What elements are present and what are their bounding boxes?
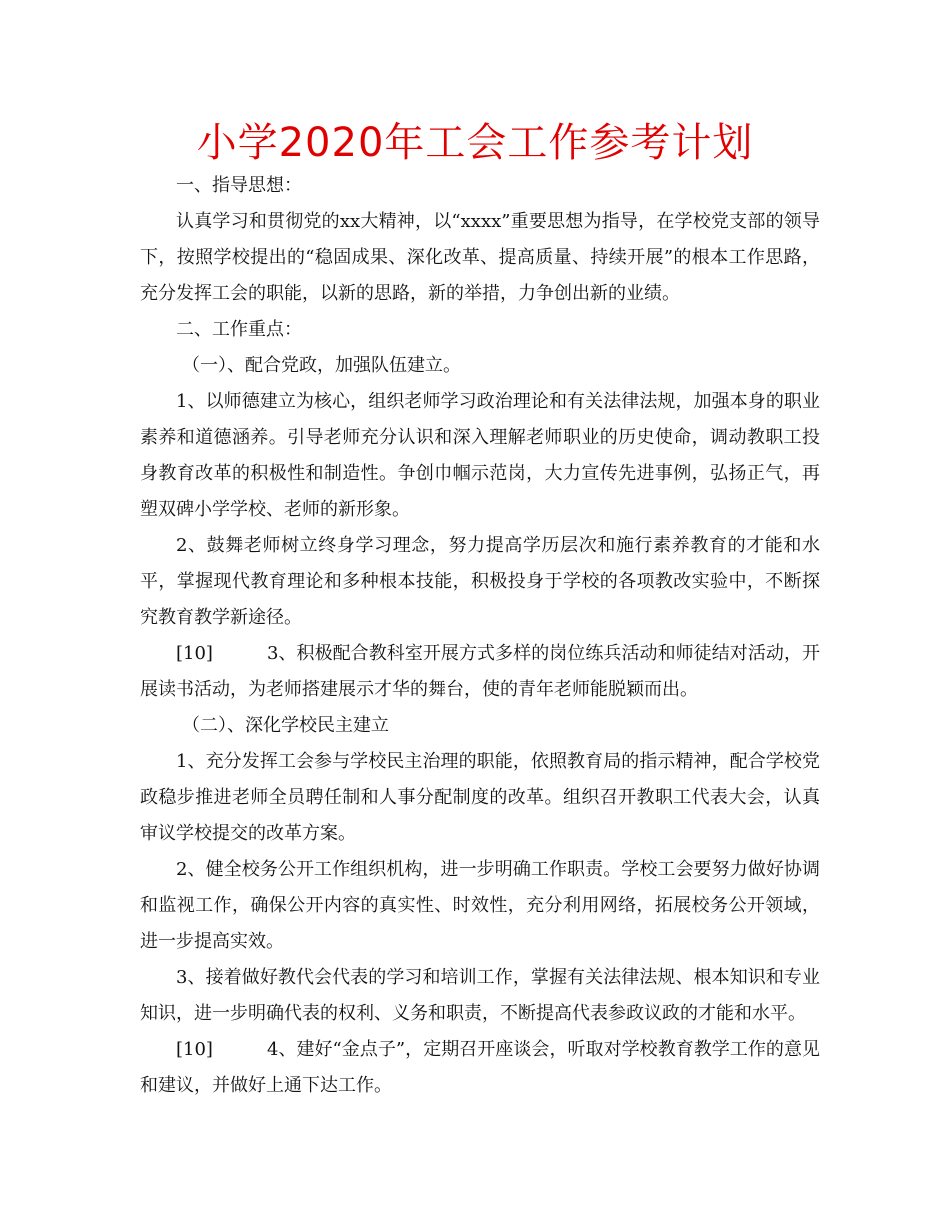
paragraph-item-2-3: 3、接着做好教代会代表的学习和培训工作，掌握有关法律法规、根本知识和专业知识，进一步明确代表的权利、义务和职责，不断提高代表参政议政的才能和水平。: [140, 967, 820, 1024]
paragraph-text: 3、积极配合教科室开展方式多样的岗位练兵活动和师徒结对活动，开展读书活动，为老师搭建展示才华的舞台，使的青年老师能脱颖而出。: [140, 643, 820, 700]
footnote-tag: [10]: [176, 643, 213, 664]
paragraph-text: 4、建好“金点子”，定期召开座谈会，听取对学校教育教学工作的意见和建议，并做好上通下达工作。: [140, 1039, 820, 1096]
subsection-heading-1: （一）、配合党政，加强队伍建立。: [182, 355, 461, 376]
section-heading-guiding-thought: 一、指导思想：: [176, 175, 302, 196]
paragraph-item-2-2: 2、健全校务公开工作组织机构，进一步明确工作职责。学校工会要努力做好协调和监视工作，确保公开内容的真实性、时效性，充分利用网络，拓展校务公开领域，进一步提高实效。: [140, 859, 820, 952]
footnote-tag: [10]: [176, 1039, 213, 1060]
section-heading-work-focus: 二、工作重点：: [176, 319, 302, 340]
paragraph-item-1-2: 2、鼓舞老师树立终身学习理念，努力提高学历层次和施行素养教育的才能和水平，掌握现代教育理论和多种根本技能，积极投身于学校的各项教改实验中，不断探究教育教学新途径。: [140, 535, 820, 628]
document-title: 小学2020年工会工作参考计划: [196, 120, 754, 166]
paragraph-item-2-1: 1、充分发挥工会参与学校民主治理的职能，依照教育局的指示精神，配合学校党政稳步推进老师全员聘任制和人事分配制度的改革。组织召开教职工代表大会，认真审议学校提交的改革方案。: [140, 751, 820, 844]
document-body: [140, 168, 820, 1104]
paragraph-item-1-1: 1、以师德建立为核心，组织老师学习政治理论和有关法律法规，加强本身的职业素养和道德涵养。引导老师充分认识和深入理解老师职业的历史使命，调动教职工投身教育改革的积极性和制造性。争创巾帼示范岗，大力宣传先进事例，弘扬正气，再塑双碑小学学校、老师的新形象。: [140, 391, 820, 520]
paragraph-guiding-thought: 认真学习和贯彻党的xx大精神，以“xxxx”重要思想为指导，在学校党支部的领导下，按照学校提出的“稳固成果、深化改革、提高质量、持续开展”的根本工作思路，充分发挥工会的职能，以新的思路，新的举措，力争创出新的业绩。: [140, 211, 820, 304]
subsection-heading-2: （二）、深化学校民主建立: [182, 715, 389, 736]
paragraph-item-2-4: [140, 1032, 820, 1104]
paragraph-item-1-3: [140, 636, 820, 708]
